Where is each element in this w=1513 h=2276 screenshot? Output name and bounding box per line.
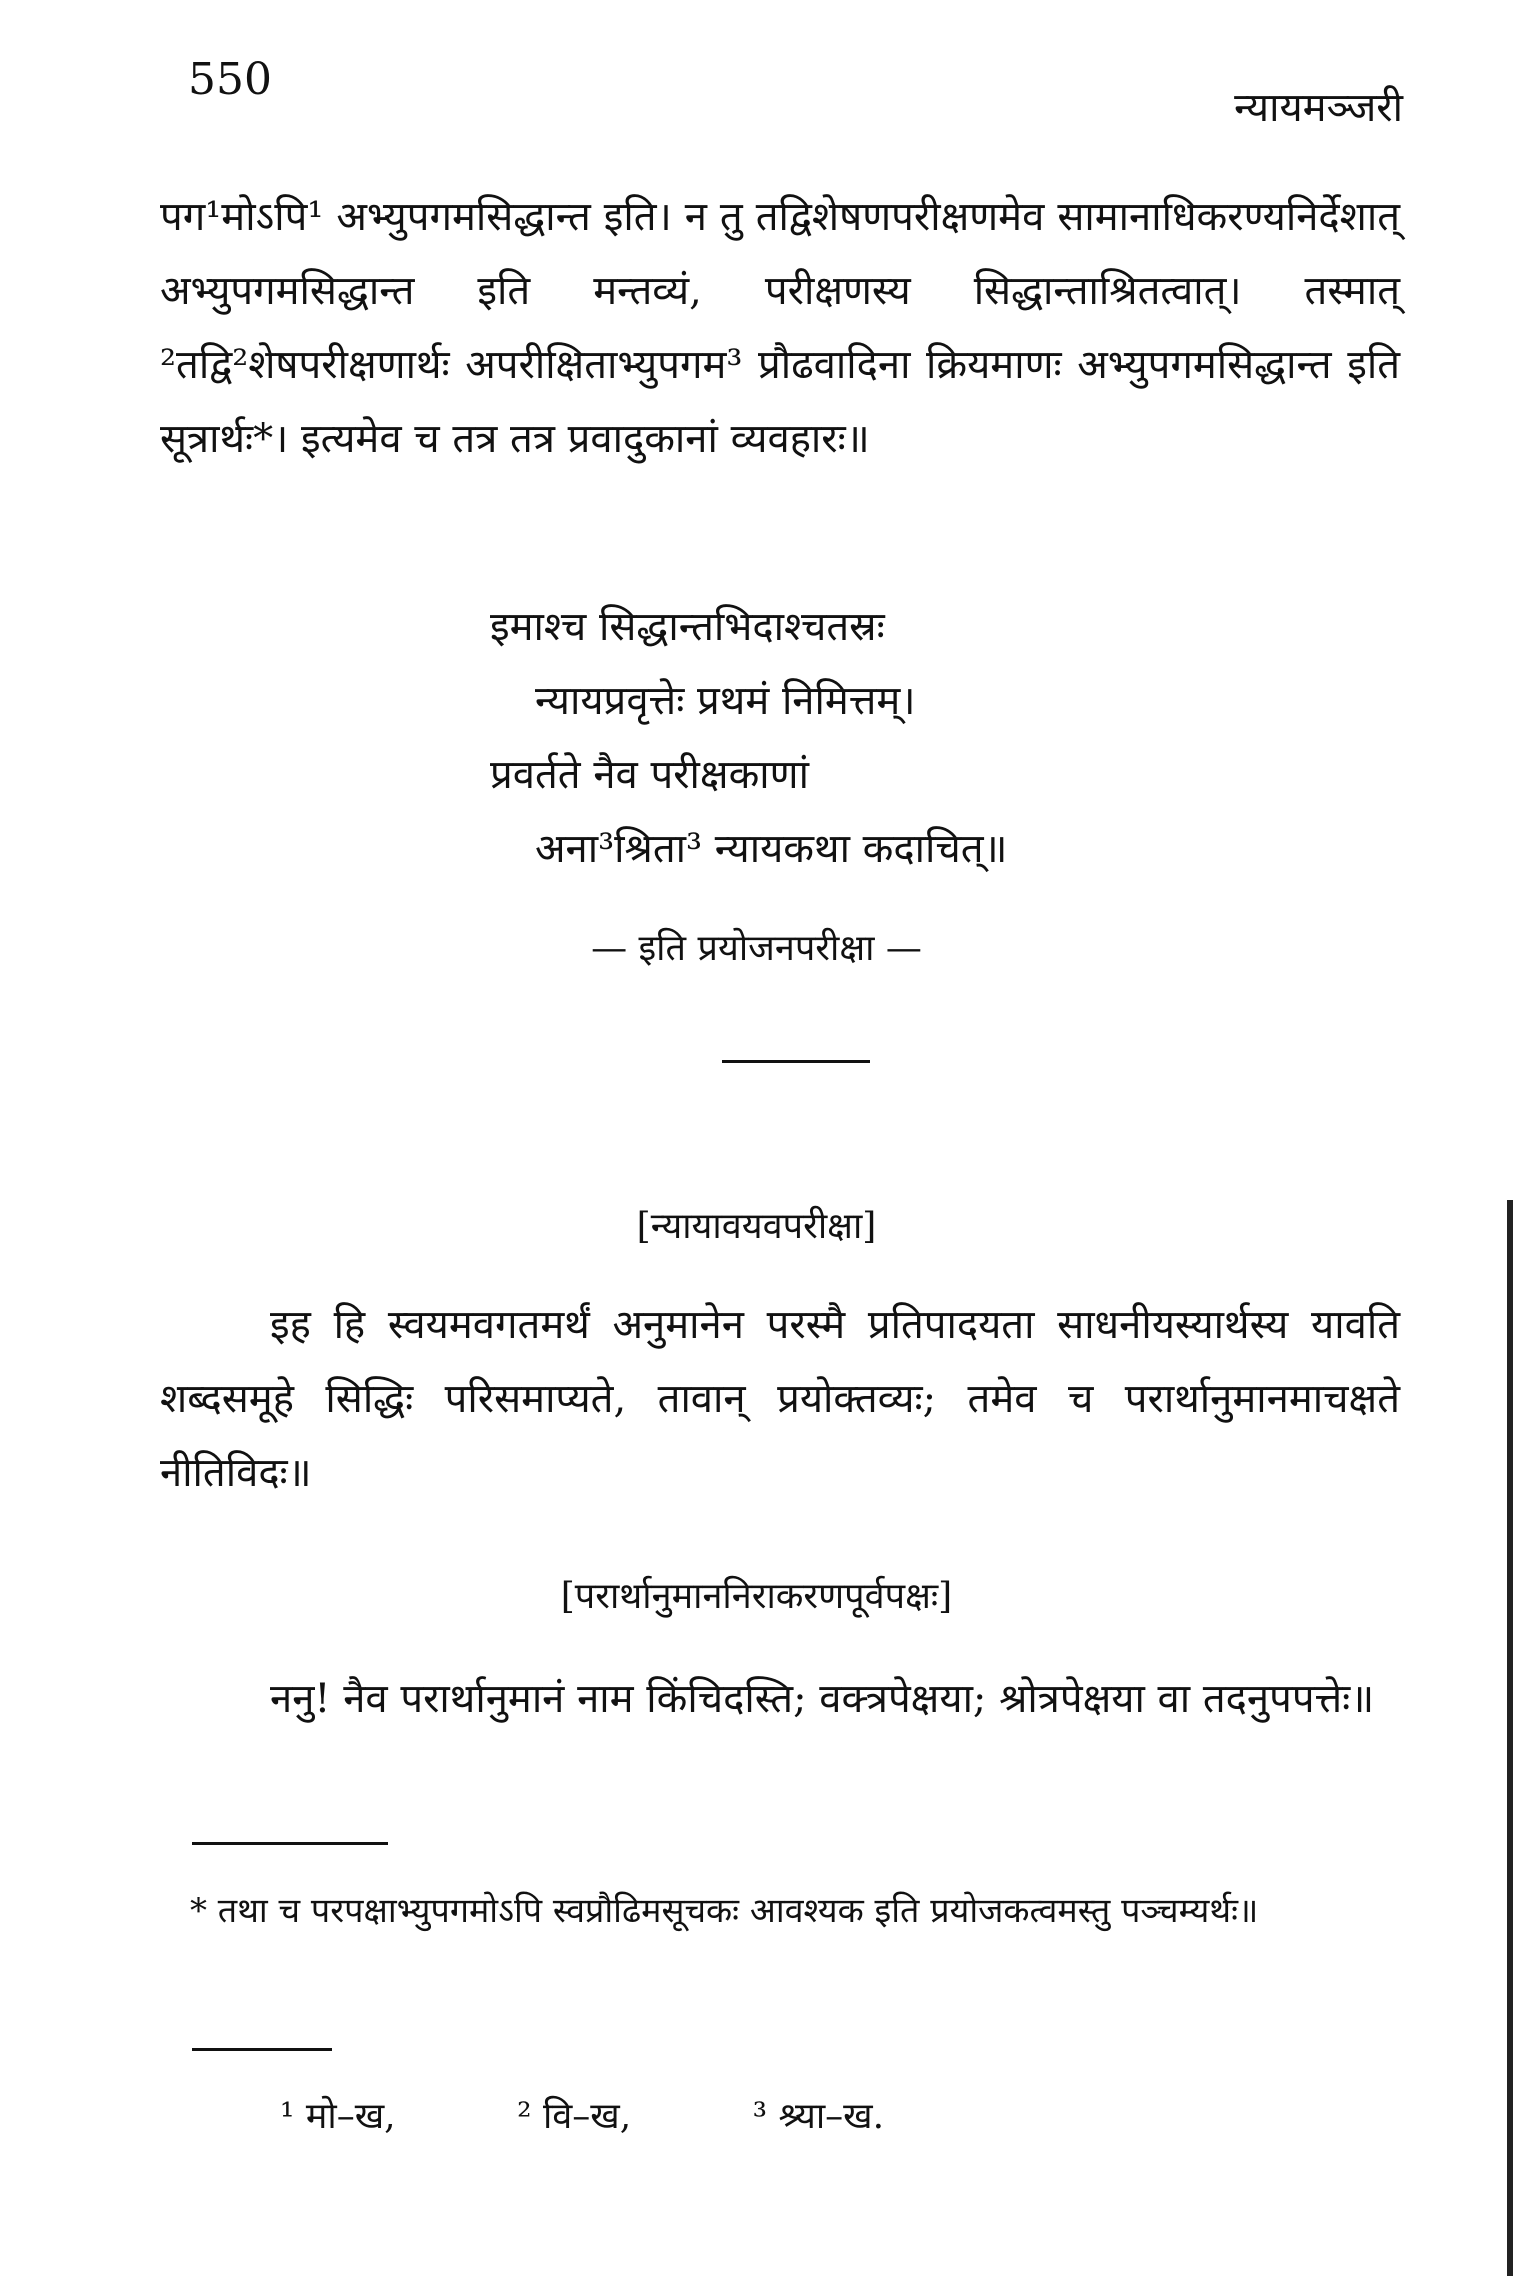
verse-line-4: अना³श्रिता³ न्यायकथा कदाचित्॥ — [535, 826, 1008, 872]
section-end-marker: — इति प्रयोजनपरीक्षा — — [591, 928, 922, 969]
footnote-star: * तथा च परपक्षाभ्युपगमोऽपि स्वप्रौढिमसूचकः आवश्यक इति प्रयोजकत्वमस्तु पञ्चम्यर्थः॥ — [190, 1891, 1259, 1931]
paragraph-1-text: पग¹मोऽपि¹ अभ्युपगमसिद्धान्त इति। न तु तद्विशेषणपरीक्षणमेव सामानाधिकरण्यनिर्देशात् अभ्युपगमसिद्धान्त इति मन्तव्यं, परीक्षणस्य सिद्धान्ताश्रितत्वात्। तस्मात् ²तद्वि²शेषपरीक्षणार्थः अपरीक्षिताभ्युपगम³ प्रौढवादिना क्रियमाणः अभ्युपगमसिद्धान्त इति सूत्रार्थः*। इत्यमेव च तत्र तत्र प्रवादुकानां व्यवहारः॥ — [160, 194, 1400, 462]
section-divider — [722, 1060, 870, 1063]
paragraph-2-text: इह हि स्वयमवगतमर्थं अनुमानेन परस्मै प्रतिपादयता साधनीयस्यार्थस्य यावति शब्दसमूहे सिद्धिः परिसमाप्यते, तावान् प्रयोक्तव्यः; तमेव च परार्थानुमानमाचक्षते नीतिविदः॥ — [160, 1302, 1400, 1496]
verse-line-3: प्रवर्तते नैव परीक्षकाणां — [490, 752, 809, 798]
paragraph-3 — [160, 1662, 1400, 1736]
variant-footnote-3: ³ श्र्या–ख. — [752, 2096, 885, 2137]
footnote-rule-2 — [192, 2048, 332, 2051]
paragraph-3-text: ननु! नैव परार्थानुमानं नाम किंचिदस्ति; वक्त्रपेक्षया; श्रोत्रपेक्षया वा तदनुपपत्तेः॥ — [270, 1676, 1375, 1722]
section-heading-2: [परार्थानुमाननिराकरणपूर्वपक्षः] — [560, 1576, 953, 1617]
verse-line-1: इमाश्च सिद्धान्तभिदाश्चतस्रः — [490, 604, 885, 650]
page-number: 550 — [188, 54, 272, 105]
variant-footnote-1: ¹ मो–ख, — [280, 2096, 396, 2137]
footnote-rule-1 — [192, 1842, 388, 1845]
variant-footnote-2: ² वि–ख, — [517, 2096, 632, 2137]
page-edge-shadow — [1507, 1200, 1513, 2276]
paragraph-1 — [160, 180, 1400, 476]
paragraph-2 — [160, 1288, 1400, 1510]
verse-line-2: न्यायप्रवृत्तेः प्रथमं निमित्तम्। — [535, 678, 916, 724]
variant-footnotes — [280, 2090, 994, 2139]
running-title: न्यायमञ्जरी — [1234, 85, 1403, 131]
section-heading-1: [न्यायावयवपरीक्षा] — [636, 1206, 877, 1247]
